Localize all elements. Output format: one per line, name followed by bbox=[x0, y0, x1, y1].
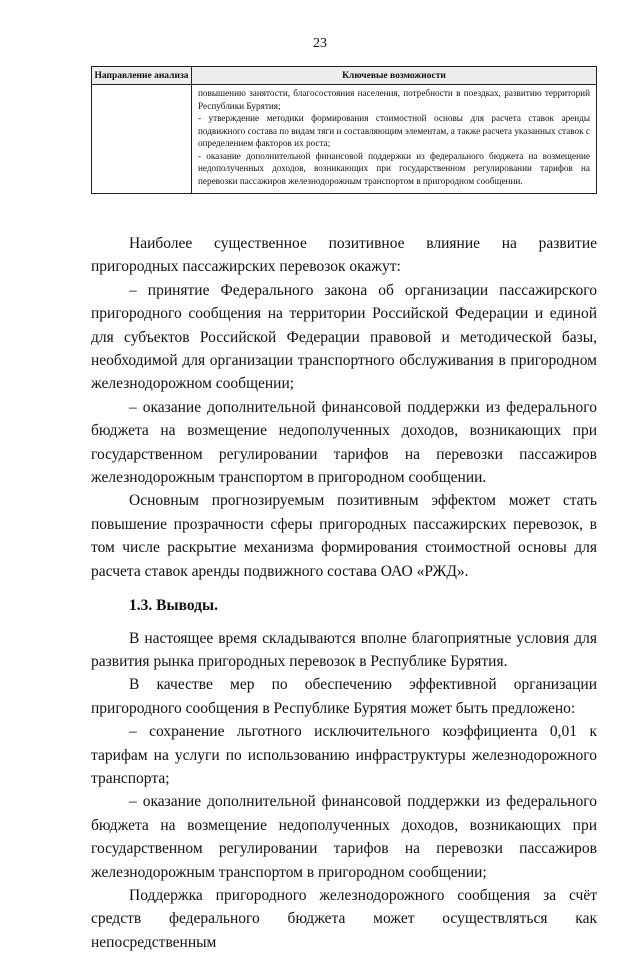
paragraph: В настоящее время складываются вполне благоприятные условия для развития рынка пригородных перевозок в Республике Бурятия. bbox=[91, 629, 597, 670]
list-item: – оказание дополнительной финансовой поддержки из федерального бюджета на возмещение недополученных доходов, возникающих при государственном регулировании тарифов на перевозки пассажиров железнодорожным транспортом в пригородном сообщении. bbox=[91, 398, 597, 487]
paragraph: Основным прогнозируемым позитивным эффектом может стать повышение прозрачности сферы пригородных пассажирских перевозок, в том числе раскрытие механизма формирования стоимостной основы для расчета ставок аренды подвижного состава ОАО «РЖД». bbox=[91, 492, 597, 580]
list-item: – принятие Федерального закона об организации пассажирского пригородного сообщения на территории Российской Федерации и единой для субъектов Российской Федерации правовой и методической базы, необходимой для организации транспортного обслуживания в пригородном железнодорожном сообщении; bbox=[91, 281, 597, 393]
page-number: 23 bbox=[313, 36, 327, 51]
table-header-opportunities: Ключевые возможности bbox=[192, 67, 597, 85]
list-item: – сохранение льготного исключительного коэффициента 0,01 к тарифам на услуги по использованию инфраструктуры железнодорожного транспорта; bbox=[91, 723, 597, 787]
table-header-row bbox=[92, 67, 597, 85]
opportunity-item: - оказание дополнительной финансовой поддержки из федерального бюджета на возмещение недополученных доходов, возникающих при государственном регулировании тарифов на перевозки пассажиров железнодорожным транспортом в пригородном сообщении. bbox=[198, 150, 590, 186]
list-item: – оказание дополнительной финансовой поддержки из федерального бюджета на возмещение недополученных доходов, возникающих при государственном регулировании тарифов на перевозки пассажиров железнодорожным транспортом в пригородном сообщении; bbox=[91, 793, 597, 881]
analysis-table bbox=[91, 66, 597, 194]
table-cell-opportunities bbox=[192, 85, 597, 194]
opportunity-item: - утверждение методики формирования стоимостной основы для расчета ставок аренды подвижного состава по видам тяги и составляющим элементам, а также расчета указанных ставок с определением факторов их роста; bbox=[198, 113, 590, 148]
table-row bbox=[92, 85, 597, 194]
document-body bbox=[91, 232, 597, 954]
opportunity-item: повышению занятости, благосостояния населения, потребности в поездках, развитию территорий Республики Бурятия; bbox=[198, 88, 590, 111]
paragraph: Наиболее существенное позитивное влияние на развитие пригородных пассажирских перевозок окажут: bbox=[91, 235, 597, 276]
table-header-direction: Направление анализа bbox=[92, 67, 192, 85]
section-heading: 1.3. Выводы. bbox=[129, 597, 218, 615]
paragraph: В качестве мер по обеспечению эффективной организации пригородного сообщения в Республике Бурятия может быть предложено: bbox=[91, 676, 597, 717]
table-cell-direction bbox=[92, 85, 192, 194]
paragraph: Поддержка пригородного железнодорожного сообщения за счёт средств федерального бюджета может осуществляться как непосредственным bbox=[91, 886, 597, 951]
